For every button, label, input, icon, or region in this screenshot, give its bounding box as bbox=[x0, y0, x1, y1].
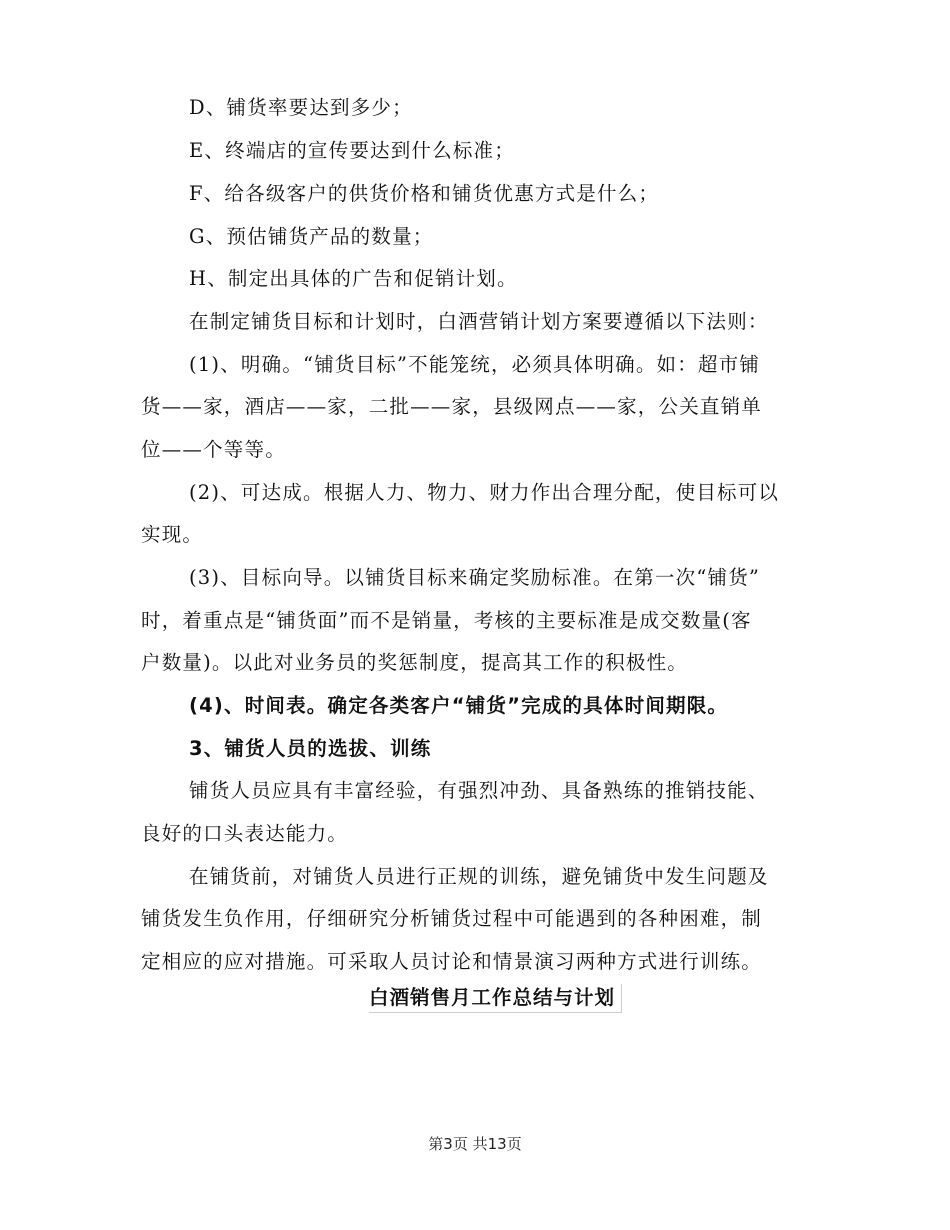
section-3-para-2-line-3: 定相应的应对措施。可采取人员讨论和情景演习两种方式进行训练。 bbox=[141, 950, 763, 973]
principles-intro: 在制定铺货目标和计划时，白酒营销计划方案要遵循以下法则： bbox=[189, 310, 769, 333]
item-f: F、给各级客户的供货价格和铺货优惠方式是什么； bbox=[189, 182, 660, 205]
principle-3-line-3: 户数量)。以此对业务员的奖惩制度，提高其工作的积极性。 bbox=[141, 651, 689, 674]
item-d: D、铺货率要达到多少； bbox=[189, 96, 413, 119]
item-e: E、终端店的宣传要达到什么标准； bbox=[189, 139, 515, 162]
section-3-heading: 3、铺货人员的选拔、训练 bbox=[189, 737, 432, 760]
principle-4: (4)、时间表。确定各类客户“铺货”完成的具体时间期限。 bbox=[189, 694, 729, 717]
section-3-para-1-line-2: 良好的口头表达能力。 bbox=[141, 822, 349, 845]
principle-2-line-2: 实现。 bbox=[141, 523, 204, 546]
principle-3-line-1: (3)、目标向导。以铺货目标来确定奖励标准。在第一次“铺货” bbox=[189, 566, 761, 589]
principle-1-line-3: 位——个等等。 bbox=[141, 438, 286, 461]
section-3-para-2-line-2: 铺货发生负作用，仔细研究分析铺货过程中可能遇到的各种困难，制 bbox=[141, 907, 763, 930]
section-3-para-1-line-1: 铺货人员应具有丰富经验，有强烈冲劲、具备熟练的推销技能、 bbox=[189, 779, 769, 802]
item-h: H、制定出具体的广告和促销计划。 bbox=[189, 267, 518, 290]
page-number-footer: 第3页 共13页 bbox=[428, 1135, 522, 1153]
principle-3-line-2: 时，着重点是“铺货面”而不是销量，考核的主要标准是成交数量(客 bbox=[141, 609, 752, 632]
section-3-para-2-line-1: 在铺货前，对铺货人员进行正规的训练，避免铺货中发生问题及 bbox=[189, 865, 769, 888]
principle-2-line-1: (2)、可达成。根据人力、物力、财力作出合理分配，使目标可以 bbox=[189, 481, 780, 504]
item-g: G、预估铺货产品的数量； bbox=[189, 225, 434, 248]
principle-1-line-1: (1)、明确。“铺货目标”不能笼统，必须具体明确。如：超市铺 bbox=[189, 353, 761, 376]
next-document-title: 白酒销售月工作总结与计划 bbox=[369, 984, 622, 1013]
principle-1-line-2: 货——家，酒店——家，二批——家，县级网点——家，公关直销单 bbox=[141, 395, 763, 418]
